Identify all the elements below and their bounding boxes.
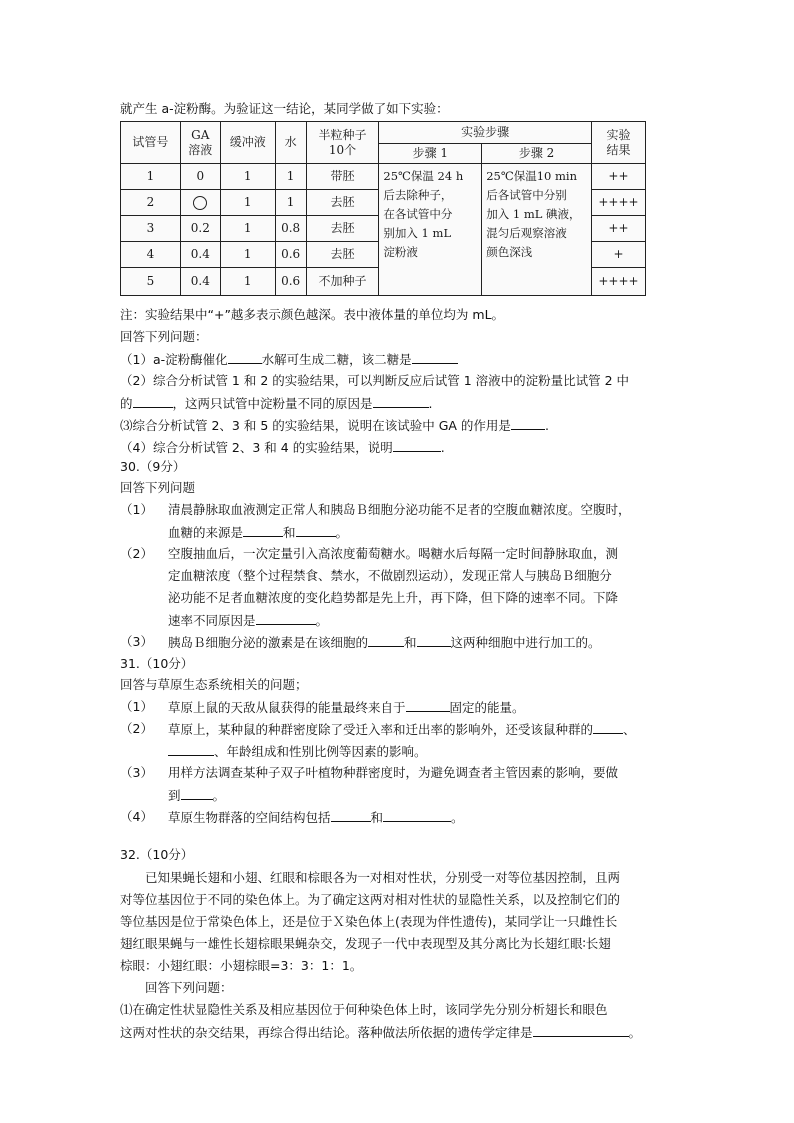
answer-blank[interactable]	[133, 394, 173, 408]
cell-ga: 0.2	[180, 216, 220, 242]
cell-result: ++++	[591, 268, 645, 296]
cell-water: 0.6	[275, 268, 306, 296]
cell-seeds: 去胚	[306, 242, 379, 268]
item-number: （2）	[120, 721, 153, 736]
answer-blank[interactable]	[256, 611, 316, 625]
cell-seeds: 不加种子	[306, 268, 379, 296]
q29-prompt: 回答下列问题：	[120, 329, 208, 344]
cell-water: 1	[275, 190, 306, 216]
cell-water: 0.8	[275, 216, 306, 242]
answer-blank[interactable]	[331, 808, 371, 822]
cell-ga: 0.4	[180, 242, 220, 268]
cell-tube: 3	[121, 216, 181, 242]
cell-result: +	[591, 242, 645, 268]
answer-blank[interactable]	[383, 808, 451, 822]
header-tube: 试管号	[121, 122, 181, 164]
q30-item1-line1: 清晨静脉取血液测定正常人和胰岛Ｂ细胞分泌功能不足者的空腹血糖浓度。空腹时，	[168, 502, 631, 517]
answer-blank[interactable]	[243, 523, 283, 537]
header-steps: 实验步骤	[379, 122, 592, 144]
header-ga: GA 溶液	[180, 122, 220, 164]
answer-blank[interactable]	[373, 394, 429, 408]
q29-part3: ⑶综合分析试管 2、3 和 5 的实验结果，说明在该试验中 GA 的作用是 .	[120, 418, 549, 433]
q30-item3: 胰岛Ｂ细胞分泌的激素是在该细胞的 和 这两种细胞中进行加工的。	[168, 635, 601, 650]
answer-blank[interactable]	[593, 720, 623, 734]
answer-blank[interactable]	[511, 416, 545, 430]
q29-part1: （1）a-淀粉酶催化 水解可生成二糖，该二糖是	[120, 350, 458, 369]
answer-blank[interactable]	[296, 523, 336, 537]
q32-para-line2: 对等位基因位于不同的染色体上。为了确定这两对相对性状的显隐性关系，以及控制它们的	[120, 892, 621, 907]
cell-tube: 5	[121, 268, 181, 296]
item-number: （1）	[120, 502, 153, 517]
q30-item2-line2: 定血糖浓度（整个过程禁食、禁水，不做剧烈运动），发现正常人与胰岛Ｂ细胞分	[168, 568, 612, 583]
answer-blank[interactable]	[393, 438, 441, 452]
q32-para-line1: 已知果蝇长翅和小翅、红眼和棕眼各为一对相对性状，分别受一对等位基因控制，且两	[145, 870, 621, 885]
q31-item2-line2: 、年龄组成和性别比例等因素的影响。	[168, 742, 427, 761]
header-step2: 步骤 2	[482, 144, 592, 164]
table-row	[121, 164, 646, 190]
cell-ga: 0.4	[180, 268, 220, 296]
cell-tube: 4	[121, 242, 181, 268]
q31-item3-line2: 到 。	[168, 788, 226, 803]
q30-item2-line1: 空腹抽血后，一次定量引入高浓度葡萄糖水。喝糖水后每隔一定时间静脉取血，测	[168, 546, 619, 561]
q29-part2-line2: 的 ，这两只试管中淀粉量不同的原因是 .	[120, 396, 433, 411]
q32-para-line3: 等位基因是位于常染色体上，还是位于Ｘ染色体上(表现为伴性遗传)，某同学让一只雌性长	[120, 914, 618, 929]
item-number: （4）	[120, 809, 153, 824]
intro-text: 就产生 a-淀粉酶。为验证这一结论，某同学做了如下实验：	[120, 101, 449, 116]
cell-buffer: 1	[220, 242, 275, 268]
q30-title: 30.（9分）	[120, 459, 186, 474]
q30-item1-line2: 血糖的来源是 和 。	[168, 525, 349, 540]
item-number: （1）	[120, 699, 153, 714]
cell-tube: 1	[121, 164, 181, 190]
header-seeds: 半粒种子 10个	[306, 122, 379, 164]
q29-part2-line1: （2）综合分析试管 1 和 2 的实验结果，可以判断反应后试管 1 溶液中的淀粉量比试管 2 中	[120, 373, 630, 388]
answer-blank[interactable]	[168, 742, 214, 756]
q31-item4: 草原生物群落的空间结构包括 和 。	[168, 810, 464, 825]
item-number: （2）	[120, 546, 153, 561]
answer-blank[interactable]	[406, 698, 450, 712]
answer-blank[interactable]	[412, 350, 458, 364]
q32-sub1-line1: ⑴在确定性状显隐性关系及相应基因位于何种染色体上时，该同学先分别分析翅长和眼色	[120, 1002, 608, 1017]
cell-buffer: 1	[220, 190, 275, 216]
q32-title: 32.（10分）	[120, 847, 194, 862]
q30-item2-line3: 泌功能不足者血糖浓度的变化趋势都是先上升，再下降，但下降的速率不同。下降	[168, 590, 619, 605]
header-water: 水	[275, 122, 306, 164]
item-number: （3）	[120, 634, 153, 649]
q29-part4: （4）综合分析试管 2、3 和 4 的实验结果，说明 .	[120, 440, 445, 455]
cell-ga-circle	[180, 190, 220, 216]
cell-buffer: 1	[220, 268, 275, 296]
answer-blank[interactable]	[417, 633, 451, 647]
q32-para-line4: 翅红眼果蝇与一雄性长翅棕眼果蝇杂交，发现子一代中表现型及其分离比为长翅红眼∶长翅	[120, 936, 611, 951]
answer-blank[interactable]	[181, 786, 213, 800]
circle-mark	[193, 196, 207, 210]
item-number: （3）	[120, 765, 153, 780]
q32-para-line5: 棕眼：小翅红眼：小翅棕眼=3：3：1：1。	[120, 958, 363, 973]
answer-blank[interactable]	[533, 1023, 629, 1037]
cell-tube: 2	[121, 190, 181, 216]
q32-prompt: 回答下列问题：	[145, 980, 233, 995]
cell-ga: 0	[180, 164, 220, 190]
q32-sub1-line2: 这两对性状的杂交结果，再综合得出结论。落种做法所依据的遗传学定律是 。	[120, 1025, 642, 1040]
cell-water: 1	[275, 164, 306, 190]
answer-blank[interactable]	[368, 633, 404, 647]
cell-seeds: 去胚	[306, 190, 379, 216]
cell-result: ++	[591, 216, 645, 242]
cell-result: ++++	[591, 190, 645, 216]
header-buffer: 缓冲液	[220, 122, 275, 164]
q31-item2-line1: 草原上，某种鼠的种群密度除了受迁入率和迁出率的影响外，还受该鼠种群的 、	[168, 722, 636, 737]
cell-seeds: 去胚	[306, 216, 379, 242]
q31-item3-line1: 用样方法调查某种子双子叶植物种群密度时，为避免调查者主管因素的影响，要做	[168, 765, 619, 780]
q31-title: 31.（10分）	[120, 656, 194, 671]
cell-result: ++	[591, 164, 645, 190]
header-result: 实验 结果	[591, 122, 645, 164]
q30-prompt: 回答下列问题	[120, 480, 196, 495]
cell-buffer: 1	[220, 164, 275, 190]
q31-item1: 草原上鼠的天敌从鼠获得的能量最终来自于 固定的能量。	[168, 700, 525, 715]
experiment-table	[120, 121, 646, 295]
cell-water: 0.6	[275, 242, 306, 268]
step2-text: 25℃保温10 min 后各试管中分别 加入 1 mL 碘液， 混匀后观察溶液 颜色深浅	[482, 164, 592, 296]
table-note: 注：实验结果中“+”越多表示颜色越深。表中液体量的单位均为 mL。	[120, 307, 505, 322]
header-step1: 步骤 1	[379, 144, 482, 164]
answer-blank[interactable]	[228, 350, 262, 364]
q31-prompt: 回答与草原生态系统相关的问题；	[120, 677, 308, 692]
step1-text: 25℃保温 24 h 后去除种子， 在各试管中分 别加入 1 mL 淀粉液	[379, 164, 482, 296]
cell-buffer: 1	[220, 216, 275, 242]
q30-item2-line4: 速率不同原因是 。	[168, 613, 329, 628]
cell-seeds: 带胚	[306, 164, 379, 190]
